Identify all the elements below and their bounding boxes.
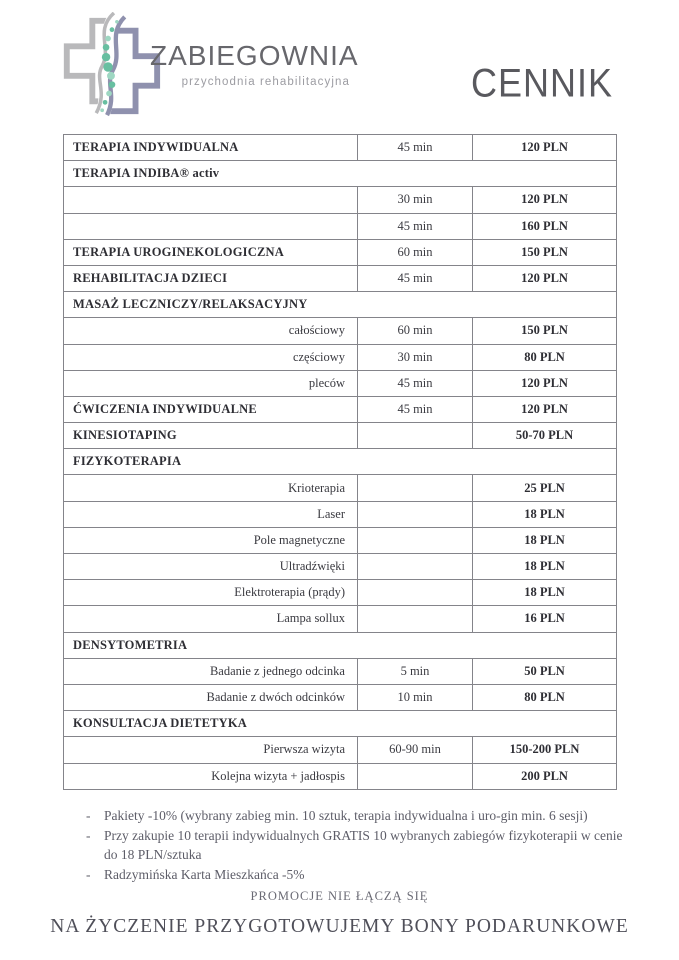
service-section-label: MASAŻ LECZNICZY/RELAKSACYJNY [64, 292, 617, 318]
brand-tagline: przychodnia rehabilitacyjna [181, 76, 350, 88]
table-row [64, 763, 617, 789]
promo-note: PROMOCJE NIE ŁĄCZĄ SIĘ [250, 889, 429, 903]
bullet-dash: - [86, 808, 91, 823]
note-text: Radzymińska Karta Mieszkańca -5% [104, 866, 305, 882]
service-price: 120 PLN [473, 187, 617, 213]
service-duration [358, 501, 473, 527]
service-duration: 45 min [358, 370, 473, 396]
page-title: CENNIK [470, 60, 613, 106]
service-duration [358, 423, 473, 449]
service-duration [358, 763, 473, 789]
bullet-dash: - [86, 866, 91, 882]
service-duration: 5 min [358, 658, 473, 684]
service-name: Lampa sollux [64, 606, 358, 632]
table-row [64, 658, 617, 684]
service-name: TERAPIA UROGINEKOLOGICZNA [64, 239, 358, 265]
service-price: 120 PLN [473, 396, 617, 422]
service-name: Badanie z jednego odcinka [64, 658, 358, 684]
table-row [64, 737, 617, 763]
service-duration: 60 min [358, 318, 473, 344]
service-name: Laser [64, 501, 358, 527]
service-duration [358, 527, 473, 553]
service-section-label: KONSULTACJA DIETETYKA [64, 711, 617, 737]
table-row [64, 501, 617, 527]
bullet-dash: - [86, 827, 91, 843]
service-price: 18 PLN [473, 580, 617, 606]
service-duration: 30 min [358, 187, 473, 213]
service-price: 18 PLN [473, 527, 617, 553]
service-duration [358, 606, 473, 632]
service-name: TERAPIA INDYWIDUALNA [64, 135, 358, 161]
service-name: Pierwsza wizyta [64, 737, 358, 763]
table-row [64, 475, 617, 501]
service-name: Elektroterapia (prądy) [64, 580, 358, 606]
brand-name: ZABIEGOWNIA [150, 40, 359, 71]
service-name: ĆWICZENIA INDYWIDUALNE [64, 396, 358, 422]
service-duration: 45 min [358, 396, 473, 422]
service-price: 80 PLN [473, 344, 617, 370]
table-row [64, 265, 617, 291]
service-duration: 45 min [358, 135, 473, 161]
service-duration: 30 min [358, 344, 473, 370]
service-name: pleców [64, 370, 358, 396]
table-row [64, 318, 617, 344]
service-name [64, 187, 358, 213]
service-name: częściowy [64, 344, 358, 370]
service-duration: 45 min [358, 265, 473, 291]
service-duration: 45 min [358, 213, 473, 239]
service-section-label: TERAPIA INDIBA® activ [64, 161, 617, 187]
service-price: 150-200 PLN [473, 737, 617, 763]
note-item [86, 865, 628, 885]
service-duration: 10 min [358, 684, 473, 710]
footer-banner: NA ŻYCZENIE PRZYGOTOWUJEMY BONY PODARUNKOWE [50, 916, 629, 937]
table-row [64, 580, 617, 606]
service-duration [358, 580, 473, 606]
service-name: Krioterapia [64, 475, 358, 501]
service-price: 160 PLN [473, 213, 617, 239]
service-section-label: FIZYKOTERAPIA [64, 449, 617, 475]
note-item [86, 826, 628, 865]
service-price: 120 PLN [473, 135, 617, 161]
service-price: 200 PLN [473, 763, 617, 789]
price-table [63, 134, 617, 790]
service-price: 150 PLN [473, 239, 617, 265]
table-row [64, 370, 617, 396]
table-row [64, 449, 617, 475]
table-row [64, 527, 617, 553]
table-row [64, 396, 617, 422]
service-price: 150 PLN [473, 318, 617, 344]
table-row [64, 632, 617, 658]
table-row [64, 554, 617, 580]
service-name: Kolejna wizyta + jadłospis [64, 763, 358, 789]
service-name: Ultradźwięki [64, 554, 358, 580]
service-duration [358, 554, 473, 580]
note-item [86, 806, 628, 826]
service-name [64, 213, 358, 239]
service-price: 120 PLN [473, 265, 617, 291]
service-name: Pole magnetyczne [64, 527, 358, 553]
table-row [64, 213, 617, 239]
cross-spine-logo-icon [55, 12, 165, 120]
table-row [64, 239, 617, 265]
table-row [64, 684, 617, 710]
service-price: 50 PLN [473, 658, 617, 684]
service-name: całościowy [64, 318, 358, 344]
service-name: KINESIOTAPING [64, 423, 358, 449]
service-name: Badanie z dwóch odcinków [64, 684, 358, 710]
service-duration: 60-90 min [358, 737, 473, 763]
table-row [64, 423, 617, 449]
service-name: REHABILITACJA DZIECI [64, 265, 358, 291]
service-price: 16 PLN [473, 606, 617, 632]
note-text: Pakiety -10% (wybrany zabieg min. 10 sztuk, terapia indywidualna i uro-gin min. 6 sesji) [104, 808, 588, 823]
note-text: Przy zakupie 10 terapii indywidualnych GRATIS 10 wybranych zabiegów fizykoterapii w cenie do 18 PLN/sztuka [104, 827, 623, 862]
table-row [64, 161, 617, 187]
service-price: 80 PLN [473, 684, 617, 710]
service-duration: 60 min [358, 239, 473, 265]
table-row [64, 344, 617, 370]
table-row [64, 711, 617, 737]
service-price: 25 PLN [473, 475, 617, 501]
table-row [64, 292, 617, 318]
service-duration [358, 475, 473, 501]
service-section-label: DENSYTOMETRIA [64, 632, 617, 658]
brand-block [150, 40, 359, 88]
notes-list [86, 806, 628, 884]
price-table-body [64, 135, 617, 790]
table-row [64, 606, 617, 632]
service-price: 18 PLN [473, 501, 617, 527]
service-price: 18 PLN [473, 554, 617, 580]
table-row [64, 135, 617, 161]
service-price: 50-70 PLN [473, 423, 617, 449]
service-price: 120 PLN [473, 370, 617, 396]
table-row [64, 187, 617, 213]
